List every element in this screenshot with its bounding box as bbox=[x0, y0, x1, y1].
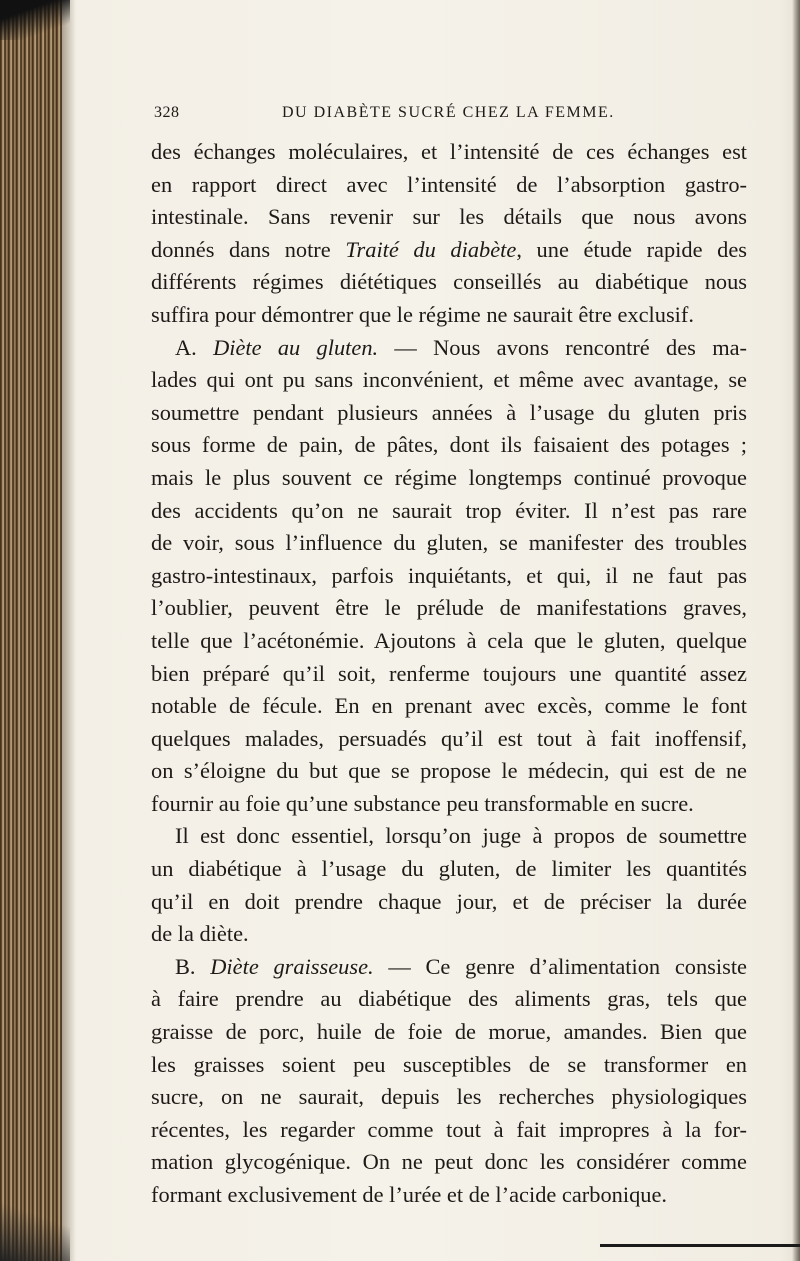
text-line bbox=[151, 332, 747, 365]
line-text: — Ce genre d’alimentation consiste bbox=[373, 953, 747, 979]
text-line: graisse de porc, huile de foie de morue, amandes. Bien que bbox=[151, 1019, 747, 1045]
line-text: donnés dans notre bbox=[151, 236, 346, 262]
running-header bbox=[154, 104, 754, 128]
line-text: , une étude rapide des bbox=[516, 236, 747, 262]
text-line: des échanges moléculaires, et l’intensité de ces échanges est bbox=[151, 139, 747, 164]
text-line: Il est donc essentiel, lorsqu’on juge à propos de soumettre bbox=[175, 823, 747, 849]
text-line: mais le plus souvent ce régime longtemps continué provoque bbox=[151, 464, 747, 490]
text-line: gastro-intestinaux, parfois inquiétants, et qui, il ne faut pas bbox=[151, 562, 747, 588]
text-line: lades qui ont pu sans inconvénient, et même avec avantage, se bbox=[151, 367, 747, 393]
text-line: sous forme de pain, de pâtes, dont ils faisaient des potages ; bbox=[151, 432, 747, 458]
text-line: telle que l’acétonémie. Ajoutons à cela que le gluten, quelque bbox=[151, 627, 747, 653]
text-line: en rapport direct avec l’intensité de l’absorption gastro- bbox=[151, 171, 747, 197]
italic-title: Traité du diabète bbox=[345, 236, 517, 262]
text-line: soumettre pendant plusieurs années à l’usage du gluten pris bbox=[151, 399, 747, 425]
text-line: un diabétique à l’usage du gluten, de limiter les quantités bbox=[151, 856, 747, 882]
text-line: quelques malades, persuadés qu’il est tout à fait inoffensif, bbox=[151, 725, 747, 751]
text-line: sucre, on ne saurait, depuis les recherches physiologiques bbox=[151, 1084, 747, 1110]
italic-title: Diète au gluten. bbox=[213, 334, 379, 360]
text-line bbox=[151, 951, 747, 984]
text-line: mation glycogénique. On ne peut donc les considérer comme bbox=[151, 1149, 747, 1175]
text-line: de voir, sous l’influence du gluten, se manifester des troubles bbox=[151, 530, 747, 556]
text-line: à faire prendre au diabétique des aliments gras, tels que bbox=[151, 986, 747, 1012]
text-line: bien préparé qu’il soit, renferme toujours une quantité assez bbox=[151, 660, 747, 686]
text-line: récentes, les regarder comme tout à fait impropres à la for- bbox=[151, 1116, 747, 1142]
page-bottom-edge bbox=[600, 1244, 800, 1247]
book-binding bbox=[0, 0, 62, 1261]
gutter-shadow bbox=[62, 0, 76, 1261]
text-line: intestinale. Sans revenir sur les détails que nous avons bbox=[151, 204, 747, 230]
text-line: fournir au foie qu’une substance peu transformable en sucre. bbox=[151, 790, 694, 816]
italic-title: Diète graisseuse. bbox=[210, 953, 374, 979]
text-line: suffira pour démontrer que le régime ne saurait être exclusif. bbox=[151, 301, 694, 327]
text-line: l’oublier, peuvent être le prélude de manifestations graves, bbox=[151, 595, 747, 621]
text-line bbox=[151, 234, 747, 267]
line-text: A. bbox=[175, 334, 214, 360]
page-right-edge bbox=[792, 0, 800, 1261]
page-corner-shadow bbox=[0, 0, 70, 40]
body-text bbox=[151, 136, 747, 1212]
text-line: notable de fécule. En en prenant avec excès, comme le font bbox=[151, 693, 747, 719]
page-number: 328 bbox=[154, 104, 180, 121]
line-text: B. bbox=[175, 953, 211, 979]
text-line: des accidents qu’on ne saurait trop éviter. Il n’est pas rare bbox=[151, 497, 747, 523]
running-head-title: DU DIABÈTE SUCRÉ CHEZ LA FEMME. bbox=[282, 104, 615, 121]
text-line: on s’éloigne du but que se propose le médecin, qui est de ne bbox=[151, 758, 747, 784]
text-line: qu’il en doit prendre chaque jour, et de préciser la durée bbox=[151, 888, 747, 914]
bottom-corner-shadow bbox=[0, 1201, 70, 1261]
text-line: formant exclusivement de l’urée et de l’acide carbonique. bbox=[151, 1182, 667, 1207]
text-line: les graisses soient peu susceptibles de se transformer en bbox=[151, 1051, 747, 1077]
line-text: — Nous avons rencontré des ma- bbox=[378, 334, 748, 360]
text-line: de la diète. bbox=[151, 921, 249, 947]
text-line: différents régimes diététiques conseillés au diabétique nous bbox=[151, 269, 747, 295]
